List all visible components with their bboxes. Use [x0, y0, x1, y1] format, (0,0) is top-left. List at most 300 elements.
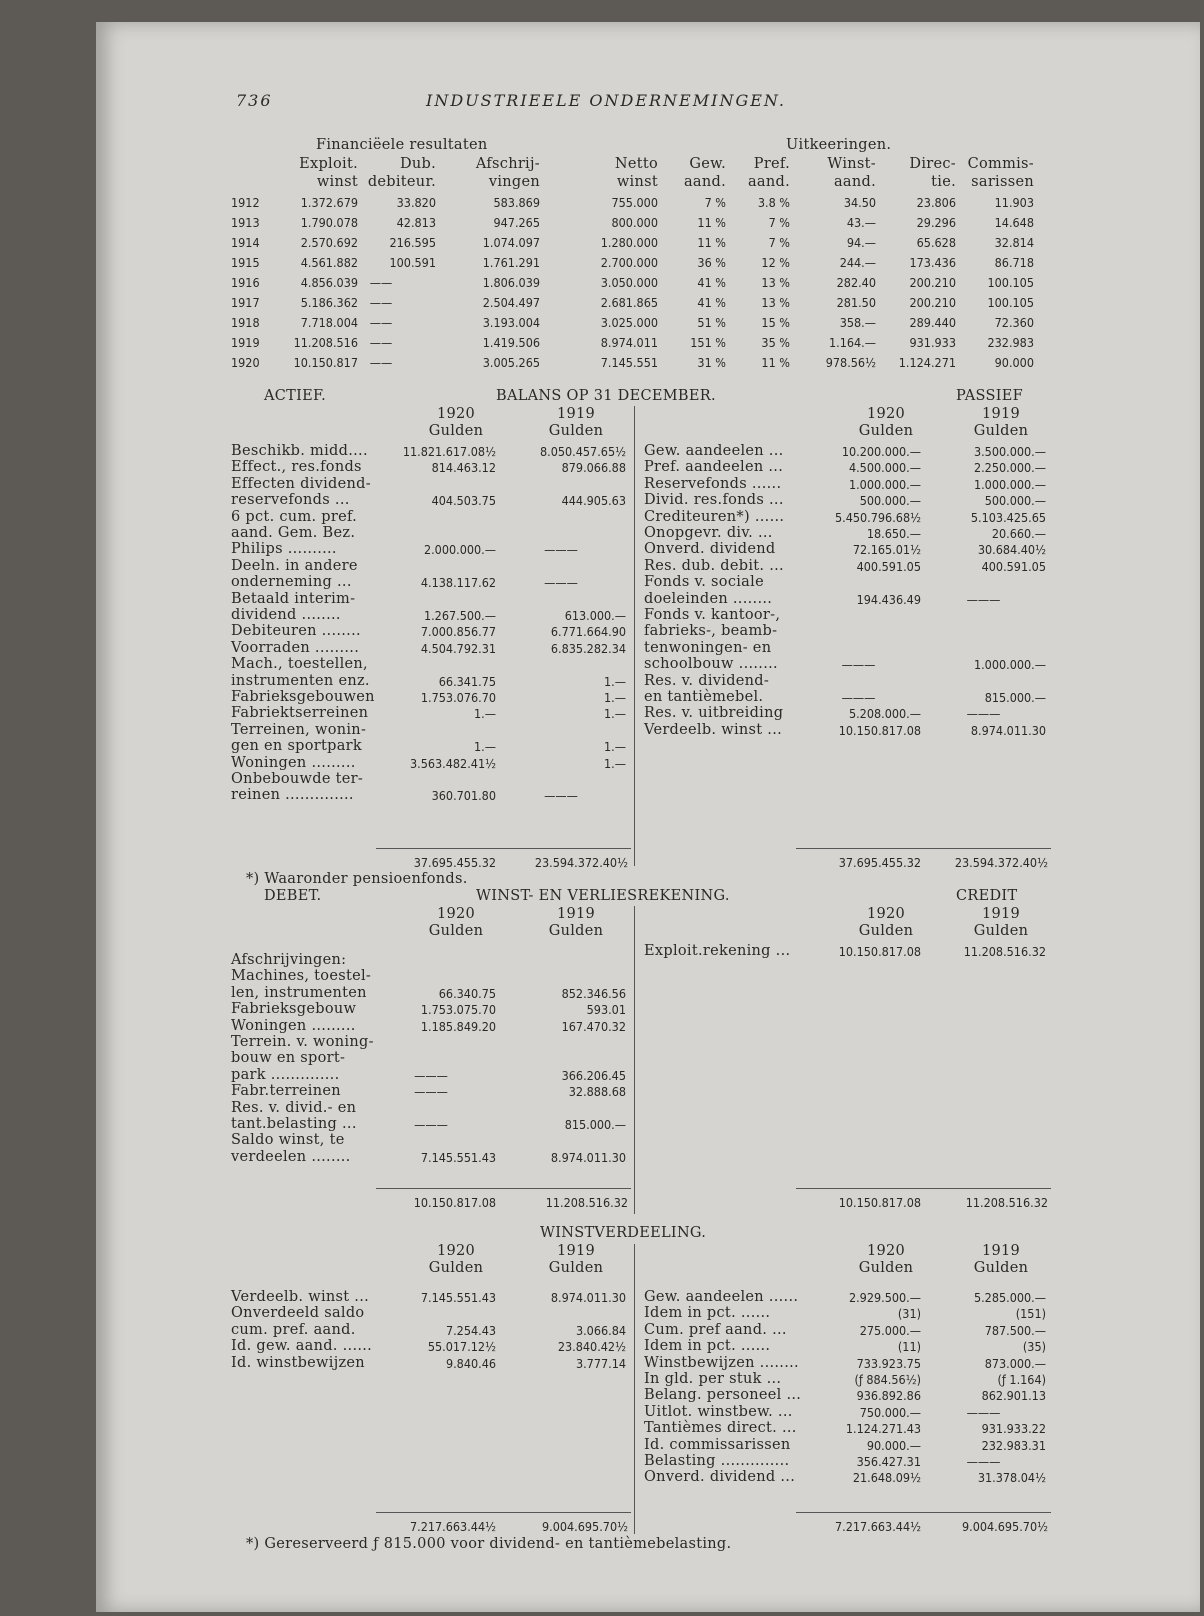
ledger-value: 815.000.—: [564, 1117, 626, 1132]
ledger-value: (35): [1022, 1339, 1046, 1355]
ledger-divider: [634, 1244, 635, 1534]
total-rule: [796, 1188, 1051, 1189]
fin-cell: 86.718: [994, 255, 1034, 270]
ledger-value: ———: [966, 706, 1001, 722]
ledger-total: 9.004.695.70½: [542, 1519, 628, 1534]
fin-cell: 14.648: [994, 215, 1034, 230]
fin-column-header: Afschrij-: [475, 156, 540, 172]
ledger-item: Res. v. dividend-: [644, 672, 770, 689]
ledger-item: Woningen .........: [231, 754, 356, 771]
ledger-item: fabrieks-, beamb-: [644, 623, 778, 640]
ledger-total: 9.004.695.70½: [962, 1519, 1048, 1534]
ledger-value: ———: [414, 1084, 448, 1100]
year-header: 1920: [866, 1243, 906, 1259]
ledger-value: 593.01: [586, 1002, 626, 1018]
ledger-value: 6.771.664.90: [550, 624, 626, 640]
ledger-value: 1.000.000.—: [848, 476, 921, 492]
unit-header: Gulden: [428, 923, 484, 939]
ledger-value: 21.648.09½: [852, 1470, 921, 1486]
fin-cell: 7 %: [704, 195, 726, 210]
ledger-item: Id. gew. aand. ......: [231, 1338, 373, 1355]
fin-cell: 358.—: [839, 315, 876, 330]
ledger-item: reservefonds ...: [231, 492, 350, 509]
ledger-item: Crediteuren*) ......: [644, 508, 785, 525]
unit-header: Gulden: [548, 423, 604, 439]
fin-cell: 35 %: [761, 335, 790, 350]
ledger-item: Tantièmes direct. ...: [644, 1420, 797, 1437]
total-rule: [376, 1512, 631, 1513]
fin-column-header: aand.: [747, 174, 790, 190]
ledger-left-title: ACTIEF.: [264, 388, 327, 404]
fin-cell: 2.681.865: [600, 295, 658, 310]
year-header: 1919: [556, 1243, 596, 1259]
ledger-value: 1.267.500.—: [423, 608, 496, 623]
fin-cell: 94.—: [846, 235, 876, 250]
ledger-item: Philips ..........: [231, 541, 337, 558]
unit-header: Gulden: [548, 923, 604, 939]
fin-cell: 1.790.078: [300, 215, 358, 230]
fin-cell: 4.561.882: [300, 255, 358, 270]
fin-cell: ——: [369, 355, 393, 370]
ledger-item: Fabr.terreinen: [231, 1083, 341, 1100]
ledger-value: 8.974.011.30: [550, 1149, 626, 1165]
fin-year: 1917: [231, 295, 260, 310]
fin-column-header: Gew.: [689, 156, 726, 172]
ledger-value: 356.427.31: [856, 1454, 921, 1469]
ledger-value: 6.835.282.34: [550, 640, 626, 656]
ledger-item: Belasting ..............: [644, 1453, 790, 1469]
ledger-value: 5.450.796.68½: [835, 509, 921, 525]
fin-cell: 1.372.679: [300, 195, 358, 210]
fin-cell: 7 %: [768, 215, 790, 230]
fin-cell: 4.856.039: [300, 275, 358, 290]
ledger-value: (11): [897, 1339, 921, 1355]
fin-column-header: Dub.: [399, 156, 436, 172]
ledger-value: 66.340.75: [438, 985, 496, 1001]
fin-cell: 7 %: [768, 235, 790, 250]
ledger-value: (ƒ 884.56½): [854, 1372, 921, 1387]
fin-cell: 90.000: [994, 355, 1034, 370]
fin-column-header: tie.: [931, 174, 956, 190]
ledger-value: 500.000.—: [859, 493, 921, 509]
ledger-total: 10.150.817.08: [413, 1195, 496, 1210]
fin-cell: 100.105: [987, 295, 1034, 310]
year-header: 1919: [981, 906, 1021, 922]
ledger-title: WINST- EN VERLIESREKENING.: [476, 888, 730, 904]
fin-cell: 29.296: [916, 215, 956, 230]
ledger-value: 8.974.011.30: [550, 1290, 626, 1305]
ledger-value: 2.000.000.—: [423, 542, 496, 558]
fin-cell: 72.360: [994, 315, 1034, 330]
ledger-value: 873.000.—: [984, 1355, 1046, 1371]
ledger-total: 10.150.817.08: [838, 1195, 921, 1210]
ledger-value: 444.905.63: [561, 493, 626, 509]
fin-cell: 32.814: [994, 235, 1034, 250]
ledger-total: 23.594.372.40½: [534, 855, 628, 870]
ledger-item: Verdeelb. winst ...: [644, 721, 783, 738]
ledger-value: 1.—: [474, 739, 496, 755]
fin-column-header: vingen: [488, 174, 540, 190]
ledger-value: 32.888.68: [568, 1084, 626, 1100]
fin-cell: 1.419.506: [482, 335, 540, 350]
fin-cell: 200.210: [909, 295, 956, 310]
fin-cell: 3.050.000: [600, 275, 658, 290]
ledger-value: ———: [841, 690, 876, 705]
fin-cell: 931.933: [909, 335, 956, 350]
ledger-value: 1.000.000.—: [973, 476, 1046, 492]
unit-header: Gulden: [973, 1260, 1029, 1276]
ledger-value: 366.206.45: [561, 1067, 626, 1083]
fin-group-heading: Financiëele resultaten: [316, 137, 488, 153]
fin-column-header: Commis-: [967, 156, 1034, 172]
ledger-left-title: DEBET.: [264, 888, 322, 904]
ledger-value: 500.000.—: [984, 493, 1046, 509]
fin-cell: 583.869: [493, 195, 540, 210]
unit-header: Gulden: [858, 923, 914, 939]
ledger-total: 37.695.455.32: [413, 855, 496, 870]
fin-column-header: Winst-: [827, 156, 876, 172]
ledger-value: 733.923.75: [856, 1355, 921, 1371]
ledger-value: 5.208.000.—: [848, 706, 921, 722]
fin-cell: 33.820: [396, 195, 436, 210]
ledger-item: Effecten dividend-: [231, 475, 371, 492]
ledger-value: 10.150.817.08: [838, 944, 921, 959]
ledger-value: 1.—: [604, 706, 626, 722]
ledger-item: park ..............: [231, 1066, 340, 1083]
ledger-value: 2.929.500.—: [848, 1290, 921, 1305]
fin-cell: 100.591: [389, 255, 436, 270]
ledger-item: Effect., res.fonds: [231, 459, 362, 476]
year-header: 1919: [556, 406, 596, 422]
page-title: INDUSTRIEELE ONDERNEMINGEN.: [426, 91, 786, 110]
ledger-value: 815.000.—: [984, 690, 1046, 705]
fin-cell: 282.40: [836, 275, 876, 290]
year-header: 1919: [981, 406, 1021, 422]
fin-cell: 173.436: [909, 255, 956, 270]
ledger-item: tenwoningen- en: [644, 639, 772, 656]
ledger-item: Fonds v. sociale: [644, 574, 764, 591]
fin-cell: 3.8 %: [757, 195, 790, 210]
ledger-item: Res. v. divid.- en: [231, 1099, 357, 1116]
fin-cell: 13 %: [761, 275, 790, 290]
ledger-total: 7.217.663.44½: [410, 1519, 496, 1534]
ledger-item: Cum. pref aand. ...: [644, 1321, 787, 1338]
ledger-value: 814.463.12: [431, 460, 496, 476]
fin-cell: 3.025.000: [600, 315, 658, 330]
fin-column-header: winst: [316, 174, 358, 190]
fin-cell: 11 %: [697, 235, 726, 250]
unit-header: Gulden: [428, 1260, 484, 1276]
ledger-title: WINSTVERDEELING.: [540, 1225, 707, 1241]
ledger-value: (31): [897, 1306, 921, 1322]
ledger-total: 11.208.516.32: [965, 1195, 1048, 1210]
ledger-right-title: PASSIEF: [956, 388, 1023, 404]
ledger-item: bouw en sport-: [231, 1050, 346, 1067]
ledger-value: 3.563.482.41½: [410, 755, 496, 771]
ledger-item: Mach., toestellen,: [231, 656, 368, 673]
fin-cell: 15 %: [761, 315, 790, 330]
ledger-item: Divid. res.fonds ...: [644, 492, 784, 509]
fin-cell: 13 %: [761, 295, 790, 310]
ledger-value: 936.892.86: [856, 1388, 921, 1404]
ledger-item: Reservefonds ......: [644, 475, 782, 492]
ledger-value: 852.346.56: [561, 985, 626, 1001]
ledger-value: 11.821.617.08½: [402, 444, 496, 459]
fin-cell: 1.074.097: [482, 235, 540, 250]
ledger-item: Onverd. dividend: [644, 541, 776, 558]
ledger-item: Winstbewijzen ........: [644, 1354, 799, 1371]
ledger-item: schoolbouw ........: [644, 656, 778, 673]
fin-cell: 31 %: [697, 355, 726, 370]
ledger-item: reinen ..............: [231, 787, 354, 804]
ledger-value: 31.378.04½: [977, 1470, 1046, 1486]
fin-cell: 36 %: [697, 255, 726, 270]
fin-cell: 3.193.004: [482, 315, 540, 330]
fin-column-header: aand.: [833, 174, 876, 190]
fin-cell: 1.280.000: [600, 235, 658, 250]
ledger-value: 5.285.000.—: [973, 1290, 1046, 1305]
ledger-value: 11.208.516.32: [963, 944, 1046, 959]
ledger-value: 2.250.000.—: [973, 460, 1046, 476]
ledger-value: 404.503.75: [431, 493, 496, 509]
page-number: 736: [236, 91, 273, 110]
fin-cell: 289.440: [909, 315, 956, 330]
ledger-value: 1.—: [604, 690, 626, 705]
fin-year: 1913: [231, 215, 260, 230]
fin-cell: 151 %: [690, 335, 726, 350]
fin-cell: 41 %: [697, 295, 726, 310]
ledger-item: verdeelen ........: [231, 1148, 351, 1165]
ledger-value: 3.500.000.—: [973, 444, 1046, 459]
unit-header: Gulden: [973, 923, 1029, 939]
ledger-item: Exploit.rekening ...: [644, 943, 791, 959]
ledger-value: ———: [414, 1067, 448, 1083]
ledger-value: 1.—: [604, 739, 626, 755]
ledger-value: 30.684.40½: [977, 542, 1046, 558]
ledger-value: 1.000.000.—: [973, 657, 1046, 673]
ledger-value: 1.—: [604, 755, 626, 771]
ledger-value: 862.901.13: [981, 1388, 1046, 1404]
fin-cell: 10.150.817: [293, 355, 358, 370]
fin-cell: 978.56½: [825, 355, 876, 370]
ledger-value: 400.591.05: [981, 558, 1046, 574]
ledger-value: 10.150.817.08: [838, 722, 921, 738]
ledger-value: 7.145.551.43: [420, 1149, 496, 1165]
ledger-value: 4.138.117.62: [420, 575, 496, 591]
fin-year: 1918: [231, 315, 260, 330]
ledger-value: 4.500.000.—: [848, 460, 921, 476]
ledger-value: 10.200.000.—: [841, 444, 921, 459]
fin-group-heading: Uitkeeringen.: [786, 137, 892, 153]
ledger-value: ———: [544, 542, 578, 558]
fin-cell: 65.628: [916, 235, 956, 250]
ledger-item: Verdeelb. winst ...: [231, 1289, 370, 1305]
year-header: 1920: [866, 906, 906, 922]
ledger-item: en tantièmebel.: [644, 689, 764, 705]
ledger-value: ———: [414, 1117, 448, 1132]
footnote: *) Waaronder pensioenfonds.: [246, 871, 468, 887]
fin-column-header: aand.: [683, 174, 726, 190]
unit-header: Gulden: [548, 1260, 604, 1276]
year-header: 1919: [981, 1243, 1021, 1259]
ledger-item: Terrein. v. woning-: [231, 1034, 374, 1050]
fin-cell: 51 %: [697, 315, 726, 330]
year-header: 1919: [556, 906, 596, 922]
ledger-value: 20.660.—: [991, 526, 1046, 541]
fin-column-header: winst: [616, 174, 658, 190]
ledger-value: 613.000.—: [564, 608, 626, 623]
ledger-item: Fabrieksgebouw: [231, 1001, 357, 1018]
ledger-item: Fabriektserreinen: [231, 705, 369, 722]
ledger-value: 1.—: [474, 706, 496, 722]
fin-cell: 5.186.362: [300, 295, 358, 310]
year-header: 1920: [436, 1243, 476, 1259]
ledger-value: 4.504.792.31: [420, 640, 496, 656]
total-rule: [796, 1512, 1051, 1513]
ledger-total: 11.208.516.32: [545, 1195, 628, 1210]
fin-column-header: Direc-: [909, 156, 956, 172]
fin-cell: 216.595: [389, 235, 436, 250]
fin-cell: 1.124.271: [898, 355, 956, 370]
total-rule: [376, 1188, 631, 1189]
fin-cell: 281.50: [836, 295, 876, 310]
ledger-item: Res. v. uitbreiding: [644, 705, 784, 722]
ledger-item: Idem in pct. ......: [644, 1338, 771, 1355]
ledger-item: aand. Gem. Bez.: [231, 525, 356, 541]
ledger-value: 7.254.43: [445, 1322, 496, 1338]
fin-year: 1916: [231, 275, 260, 290]
unit-header: Gulden: [428, 423, 484, 439]
ledger-item: Id. winstbewijzen: [231, 1354, 365, 1371]
fin-cell: 42.813: [396, 215, 436, 230]
fin-cell: ——: [369, 315, 393, 330]
ledger-title: BALANS OP 31 DECEMBER.: [496, 388, 716, 404]
year-header: 1920: [436, 406, 476, 422]
fin-cell: 11.903: [994, 195, 1034, 210]
ledger-item: Gew. aandeelen ......: [644, 1289, 799, 1305]
ledger-value: 3.777.14: [575, 1355, 626, 1371]
fin-year: 1919: [231, 335, 260, 350]
ledger-total: 23.594.372.40½: [954, 855, 1048, 870]
ledger-item: Onverdeeld saldo: [231, 1305, 365, 1322]
fin-cell: 200.210: [909, 275, 956, 290]
fin-column-header: debiteur.: [367, 174, 436, 190]
fin-column-header: Netto: [614, 156, 658, 172]
fin-cell: 755.000: [611, 195, 658, 210]
ledger-item: instrumenten enz.: [231, 672, 370, 689]
fin-cell: 1.761.291: [482, 255, 540, 270]
fin-cell: 12 %: [761, 255, 790, 270]
ledger-value: ———: [966, 1454, 1001, 1469]
ledger-value: 750.000.—: [859, 1404, 921, 1420]
fin-cell: ——: [369, 295, 393, 310]
ledger-item: Onopgevr. div. ...: [644, 525, 773, 541]
ledger-divider: [634, 906, 635, 1214]
year-header: 1920: [436, 906, 476, 922]
ledger-value: 879.066.88: [561, 460, 626, 476]
fin-cell: 1.164.—: [828, 335, 876, 350]
footnote: *) Gereserveerd ƒ 815.000 voor dividend- en tantièmebelasting.: [246, 1536, 732, 1552]
ledger-value: 3.066.84: [575, 1322, 626, 1338]
ledger-item: Terreinen, wonin-: [231, 721, 367, 738]
ledger-item: 6 pct. cum. pref.: [231, 508, 358, 525]
fin-cell: 2.700.000: [600, 255, 658, 270]
fin-cell: 1.806.039: [482, 275, 540, 290]
fin-cell: ——: [369, 335, 393, 350]
fin-cell: 8.974.011: [600, 335, 658, 350]
fin-cell: 23.806: [916, 195, 956, 210]
fin-cell: 11 %: [697, 215, 726, 230]
fin-cell: 800.000: [611, 215, 658, 230]
ledger-item: Uitlot. winstbew. ...: [644, 1403, 793, 1420]
ledger-value: ———: [966, 591, 1001, 607]
ledger-value: ———: [841, 657, 876, 673]
ledger-item: Beschikb. midd....: [231, 443, 368, 459]
ledger-item: In gld. per stuk ...: [644, 1371, 782, 1387]
fin-cell: 7.718.004: [300, 315, 358, 330]
fin-cell: 11 %: [761, 355, 790, 370]
ledger-value: 9.840.46: [445, 1355, 496, 1371]
ledger-value: 5.103.425.65: [970, 509, 1046, 525]
ledger-item: onderneming ...: [231, 574, 352, 591]
ledger-item: Woningen .........: [231, 1017, 356, 1034]
ledger-item: Gew. aandeelen ...: [644, 443, 784, 459]
ledger-item: Pref. aandeelen ...: [644, 459, 784, 476]
ledger-divider: [634, 406, 635, 866]
fin-cell: 34.50: [843, 195, 876, 210]
ledger-value: (ƒ 1.164): [997, 1372, 1046, 1387]
ledger-item: doeleinden ........: [644, 590, 773, 607]
fin-cell: 100.105: [987, 275, 1034, 290]
ledger-value: 1.124.271.43: [845, 1421, 921, 1437]
ledger-value: 66.341.75: [438, 673, 496, 689]
ledger-right-title: CREDIT: [956, 888, 1018, 904]
unit-header: Gulden: [858, 423, 914, 439]
ledger-item: Betaald interim-: [231, 590, 356, 607]
fin-cell: 2.504.497: [482, 295, 540, 310]
fin-cell: 232.983: [987, 335, 1034, 350]
ledger-value: 167.470.32: [561, 1018, 626, 1034]
fin-cell: 11.208.516: [293, 335, 358, 350]
ledger-value: (151): [1015, 1306, 1046, 1322]
ledger-item: Onverd. dividend ...: [644, 1469, 796, 1486]
ledger-item: dividend ........: [231, 607, 341, 623]
ledger-value: 72.165.01½: [852, 542, 921, 558]
fin-column-header: sarissen: [971, 174, 1034, 190]
ledger-item: Onbebouwde ter-: [231, 771, 364, 787]
fin-cell: 947.265: [493, 215, 540, 230]
ledger-item: Res. dub. debit. ...: [644, 557, 784, 574]
ledger-value: 275.000.—: [859, 1322, 921, 1338]
fin-cell: 2.570.692: [300, 235, 358, 250]
ledger-value: 360.701.80: [431, 788, 496, 804]
ledger-item: Fonds v. kantoor-,: [644, 607, 781, 623]
unit-header: Gulden: [858, 1260, 914, 1276]
ledger-value: 931.933.22: [981, 1421, 1046, 1437]
ledger-value: 1.185.849.20: [420, 1018, 496, 1034]
ledger-total: 7.217.663.44½: [835, 1519, 921, 1534]
ledger-value: ———: [544, 575, 578, 591]
ledger-value: 55.017.12½: [427, 1339, 496, 1355]
ledger-value: 232.983.31: [981, 1437, 1046, 1453]
fin-column-header: Pref.: [753, 156, 790, 172]
fin-column-header: Exploit.: [299, 156, 358, 172]
total-rule: [376, 848, 631, 849]
total-rule: [796, 848, 1051, 849]
ledger-value: 7.000.856.77: [420, 624, 496, 640]
ledger-value: 90.000.—: [866, 1437, 921, 1453]
fin-cell: 41 %: [697, 275, 726, 290]
